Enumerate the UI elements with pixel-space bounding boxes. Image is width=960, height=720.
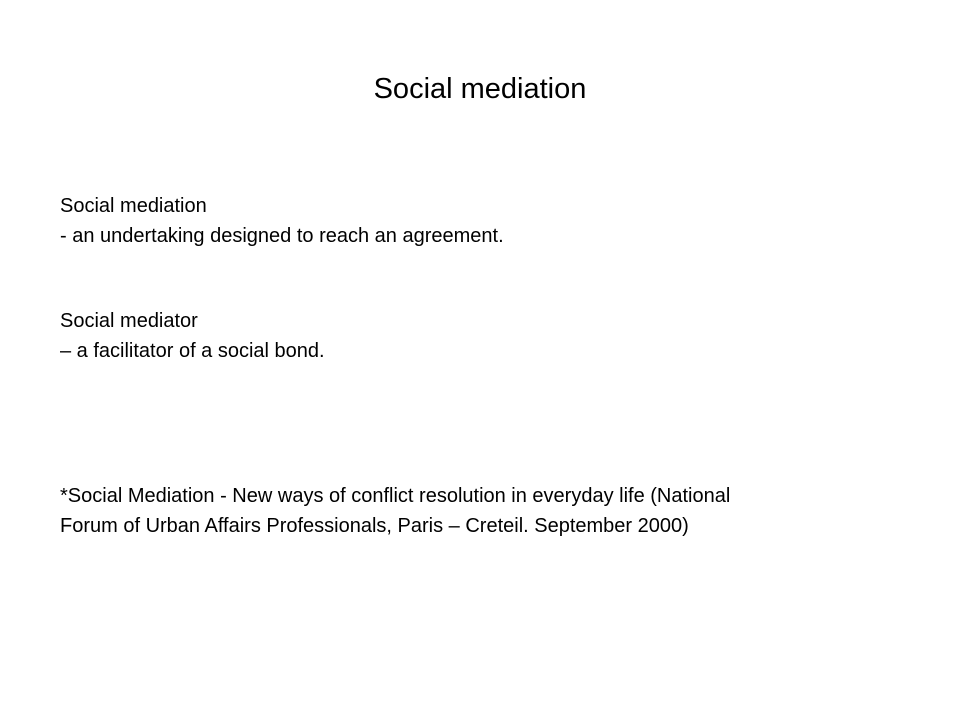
source-citation [60,481,920,541]
slide-title: Social mediation [373,73,587,105]
source-citation-line-2: Forum of Urban Affairs Professionals, Paris – Creteil. September 2000) [60,515,689,537]
source-citation-line-1: *Social Mediation - New ways of conflict resolution in everyday life (National [60,485,731,507]
definition-social-mediation [60,191,920,251]
definition-description: - an undertaking designed to reach an agreement. [60,225,504,247]
definition-term: Social mediator [60,310,198,332]
definition-term: Social mediation [60,195,207,217]
definition-social-mediator [60,306,920,366]
definition-description: – a facilitator of a social bond. [60,340,325,362]
